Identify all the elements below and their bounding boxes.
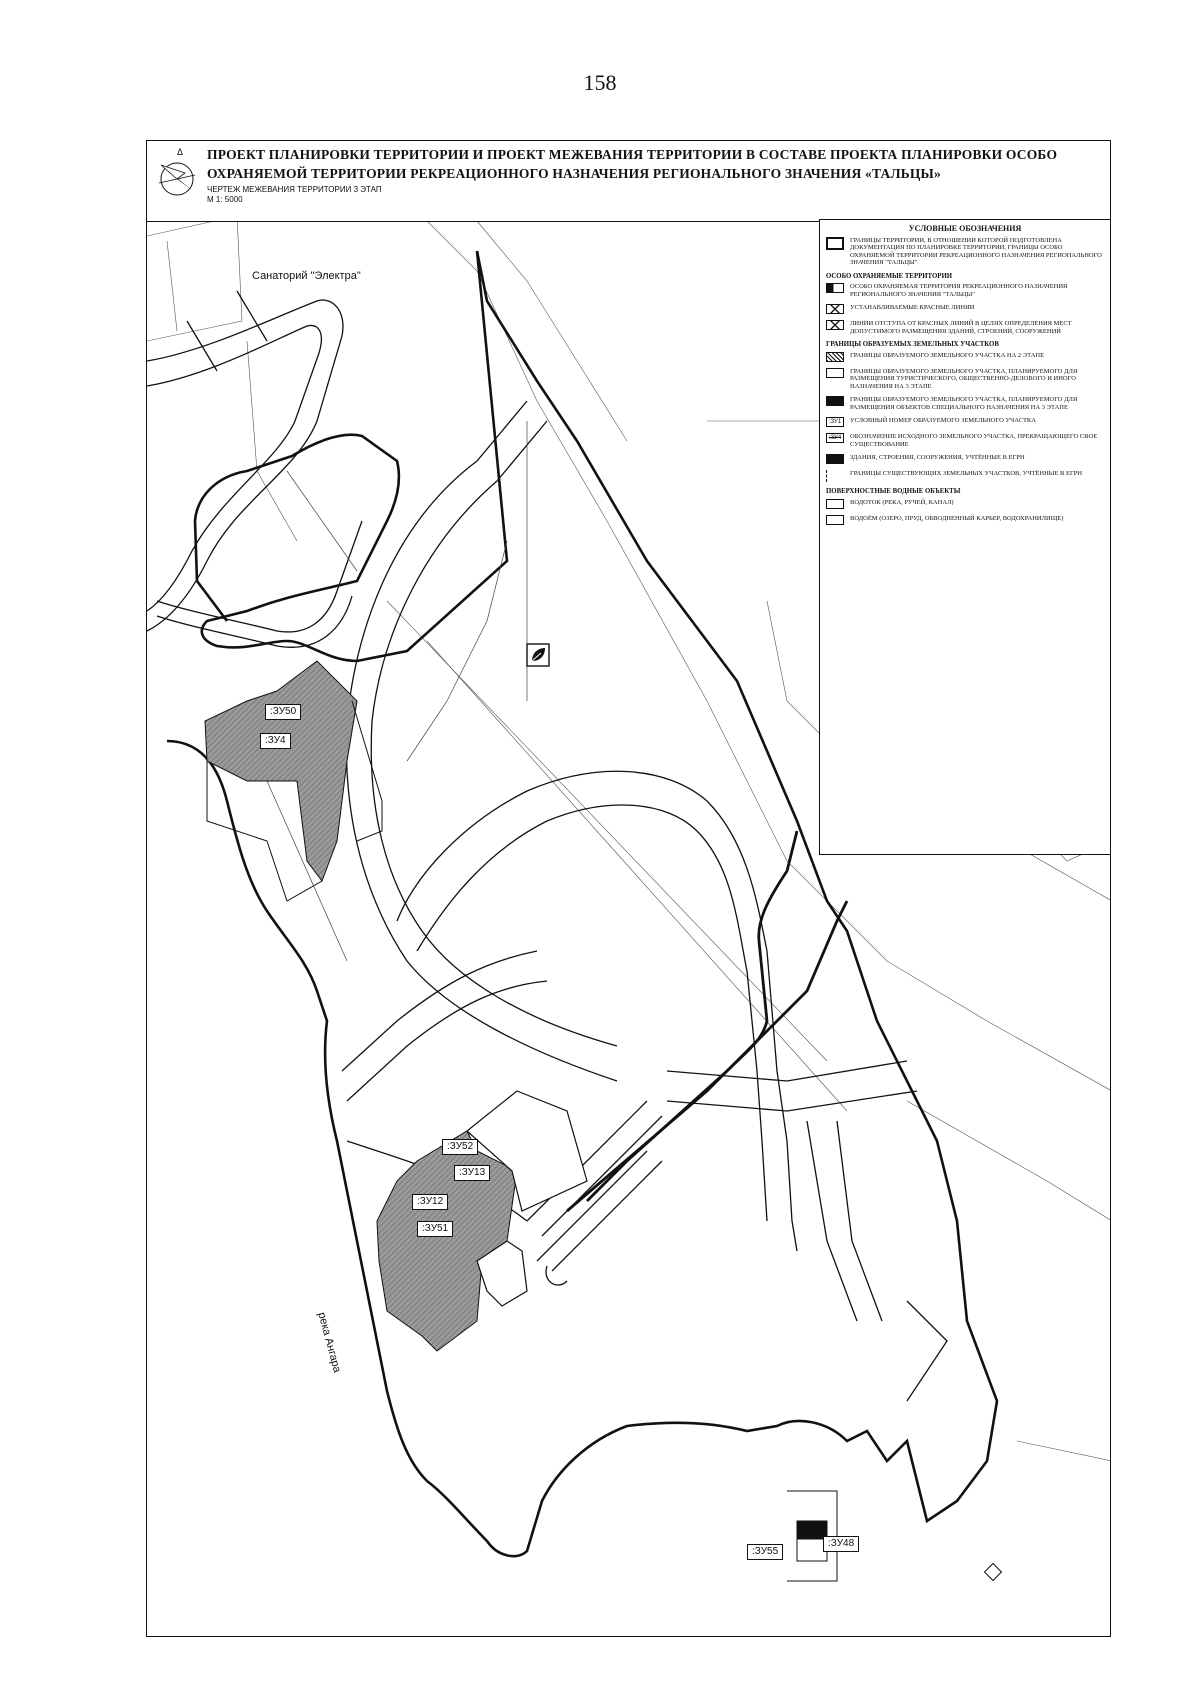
legend-symbol-protected-area: [826, 283, 844, 293]
legend-symbol-parcel-number: :ЗУ1: [826, 417, 844, 427]
parcel-zu50: [205, 661, 357, 881]
legend-symbol-stage3-tourist: [826, 368, 844, 378]
page-number: 158: [583, 70, 617, 95]
legend-symbol-waterbody: [826, 515, 844, 525]
parcel-label-zu51: :ЗУ51: [417, 1221, 453, 1237]
parcel-label-zu52: :ЗУ52: [442, 1139, 478, 1155]
parcel-label-zu13: :ЗУ13: [454, 1165, 490, 1181]
parcel-label-zu50: :ЗУ50: [265, 704, 301, 720]
legend-item: ГРАНИЦЫ ОБРАЗУЕМОГО ЗЕМЕЛЬНОГО УЧАСТКА, ПЛАНИРУЕМОГО ДЛЯ РАЗМЕЩЕНИЯ ОБЪЕКТОВ СПЕЦИАЛЬНОГО НАЗНАЧЕНИЯ НА 3 ЭТАПЕ: [826, 396, 1104, 411]
legend-symbol-stage3-special: [826, 396, 844, 406]
map-title: ПРОЕКТ ПЛАНИРОВКИ ТЕРРИТОРИИ И ПРОЕКТ МЕЖЕВАНИЯ ТЕРРИТОРИИ В СОСТАВЕ ПРОЕКТА ПЛАНИРОВКИ ОСОБО ОХРАНЯЕМОЙ ТЕРРИТОРИИ РЕКРЕАЦИОННОГО НАЗНАЧЕНИЯ РЕГИОНАЛЬНОГО ЗНАЧЕНИЯ «ТАЛЬЦЫ»: [207, 147, 1058, 181]
map-subtitle: ЧЕРТЕЖ МЕЖЕВАНИЯ ТЕРРИТОРИИ 3 ЭТАП: [207, 185, 382, 194]
legend-symbol-stage2: [826, 352, 844, 362]
special-road: [567, 831, 847, 1211]
legend-item: :ЗУ1 УСЛОВНЫЙ НОМЕР ОБРАЗУЕМОГО ЗЕМЕЛЬНОГО УЧАСТКА: [826, 417, 1104, 427]
legend-symbol-buildings: [826, 454, 844, 464]
legend-item: ЗДАНИЯ, СТРОЕНИЯ, СООРУЖЕНИЯ, УЧТЁННЫЕ В ЕГРН: [826, 454, 1104, 464]
place-label-river: река Ангара: [315, 1311, 344, 1374]
legend-item: ГРАНИЦЫ СУЩЕСТВУЮЩИХ ЗЕМЕЛЬНЫХ УЧАСТКОВ, УЧТЁННЫЕ В ЕГРН: [826, 470, 1104, 482]
legend-symbol-existing-parcels: [826, 470, 844, 482]
legend-section-heading: ОСОБО ОХРАНЯЕМЫЕ ТЕРРИТОРИИ: [826, 272, 953, 280]
parcel-label-zu48: :ЗУ48: [823, 1536, 859, 1552]
legend-item: ГРАНИЦЫ ОБРАЗУЕМОГО ЗЕМЕЛЬНОГО УЧАСТКА, ПЛАНИРУЕМОГО ДЛЯ РАЗМЕЩЕНИЯ ТУРИСТИЧЕСКОГО, ОБЩЕСТВЕННО-ДЕЛОВОГО И ИНОГО НАЗНАЧЕНИЯ НА 3 ЭТАПЕ: [826, 368, 1104, 391]
legend-section-heading: ГРАНИЦЫ ОБРАЗУЕМЫХ ЗЕМЕЛЬНЫХ УЧАСТКОВ: [826, 341, 999, 348]
legend-item: ОСОБО ОХРАНЯЕМАЯ ТЕРРИТОРИЯ РЕКРЕАЦИОННОГО НАЗНАЧЕНИЯ РЕГИОНАЛЬНОГО ЗНАЧЕНИЯ "ТАЛЬЦЫ": [826, 283, 1104, 298]
legend: [819, 219, 1111, 855]
legend-title: УСЛОВНЫЕ ОБОЗНАЧЕНИЯ: [908, 224, 1022, 233]
leaf-icon: [527, 644, 549, 666]
legend-symbol-setback-lines: [826, 320, 844, 330]
legend-item: ГРАНИЦЫ ОБРАЗУЕМОГО ЗЕМЕЛЬНОГО УЧАСТКА НА 2 ЭТАПЕ: [826, 352, 1104, 362]
small-diamond-object: [985, 1564, 1002, 1581]
legend-item: УСТАНАВЛИВАЕМЫЕ КРАСНЫЕ ЛИНИИ: [826, 304, 1104, 314]
map-scale: М 1: 5000: [207, 195, 243, 204]
place-label-sanatorium: Санаторий "Электра": [252, 270, 361, 282]
parcel-zu52: [377, 1131, 517, 1351]
title-block: [147, 141, 1110, 222]
parcel-label-zu12: :ЗУ12: [412, 1194, 448, 1210]
legend-item: :ЗУ4 ОБОЗНАЧЕНИЕ ИСХОДНОГО ЗЕМЕЛЬНОГО УЧАСТКА, ПРЕКРАЩАЮЩЕГО СВОЕ СУЩЕСТВОВАНИЕ: [826, 433, 1104, 448]
legend-item: ГРАНИЦЫ ТЕРРИТОРИИ, В ОТНОШЕНИИ КОТОРОЙ ПОДГОТОВЛЕНА ДОКУМЕНТАЦИЯ ПО ПЛАНИРОВКЕ ТЕРРИТОРИИ, ГРАНИЦЫ ОСОБО ОХРАНЯЕМОЙ ТЕРРИТОРИИ РЕКРЕАЦИОННОГО НАЗНАЧЕНИЯ РЕГИОНАЛЬНОГО ЗНАЧЕНИЯ "ТАЛЬЦЫ": [826, 237, 1104, 267]
north-arrow-icon: [155, 145, 203, 205]
parcel-label-zu55: :ЗУ55: [747, 1544, 783, 1560]
legend-symbol-red-lines: [826, 304, 844, 314]
legend-symbol-original-parcel: :ЗУ4: [826, 433, 844, 443]
legend-symbol-watercourse: [826, 499, 844, 509]
legend-item: ВОДОЁМ (ОЗЕРО, ПРУД, ОБВОДНЕННЫЙ КАРЬЕР, ВОДОХРАНИЛИЩЕ): [826, 515, 1104, 525]
legend-symbol-boundary: [826, 237, 844, 250]
parcel-label-zu4: :ЗУ4: [260, 733, 291, 749]
svg-text:Δ: Δ: [177, 147, 184, 157]
legend-item: ЛИНИИ ОТСТУПА ОТ КРАСНЫХ ЛИНИЙ В ЦЕЛЯХ ОПРЕДЕЛЕНИЯ МЕСТ ДОПУСТИМОГО РАЗМЕЩЕНИЯ ЗДАНИЙ, СТРОЕНИЙ, СООРУЖЕНИЙ: [826, 320, 1104, 335]
legend-section-heading: ПОВЕРХНОСТНЫЕ ВОДНЫЕ ОБЪЕКТЫ: [826, 488, 961, 495]
legend-item: ВОДОТОК (РЕКА, РУЧЕЙ, КАНАЛ): [826, 499, 1104, 509]
map-frame: [146, 140, 1111, 1637]
